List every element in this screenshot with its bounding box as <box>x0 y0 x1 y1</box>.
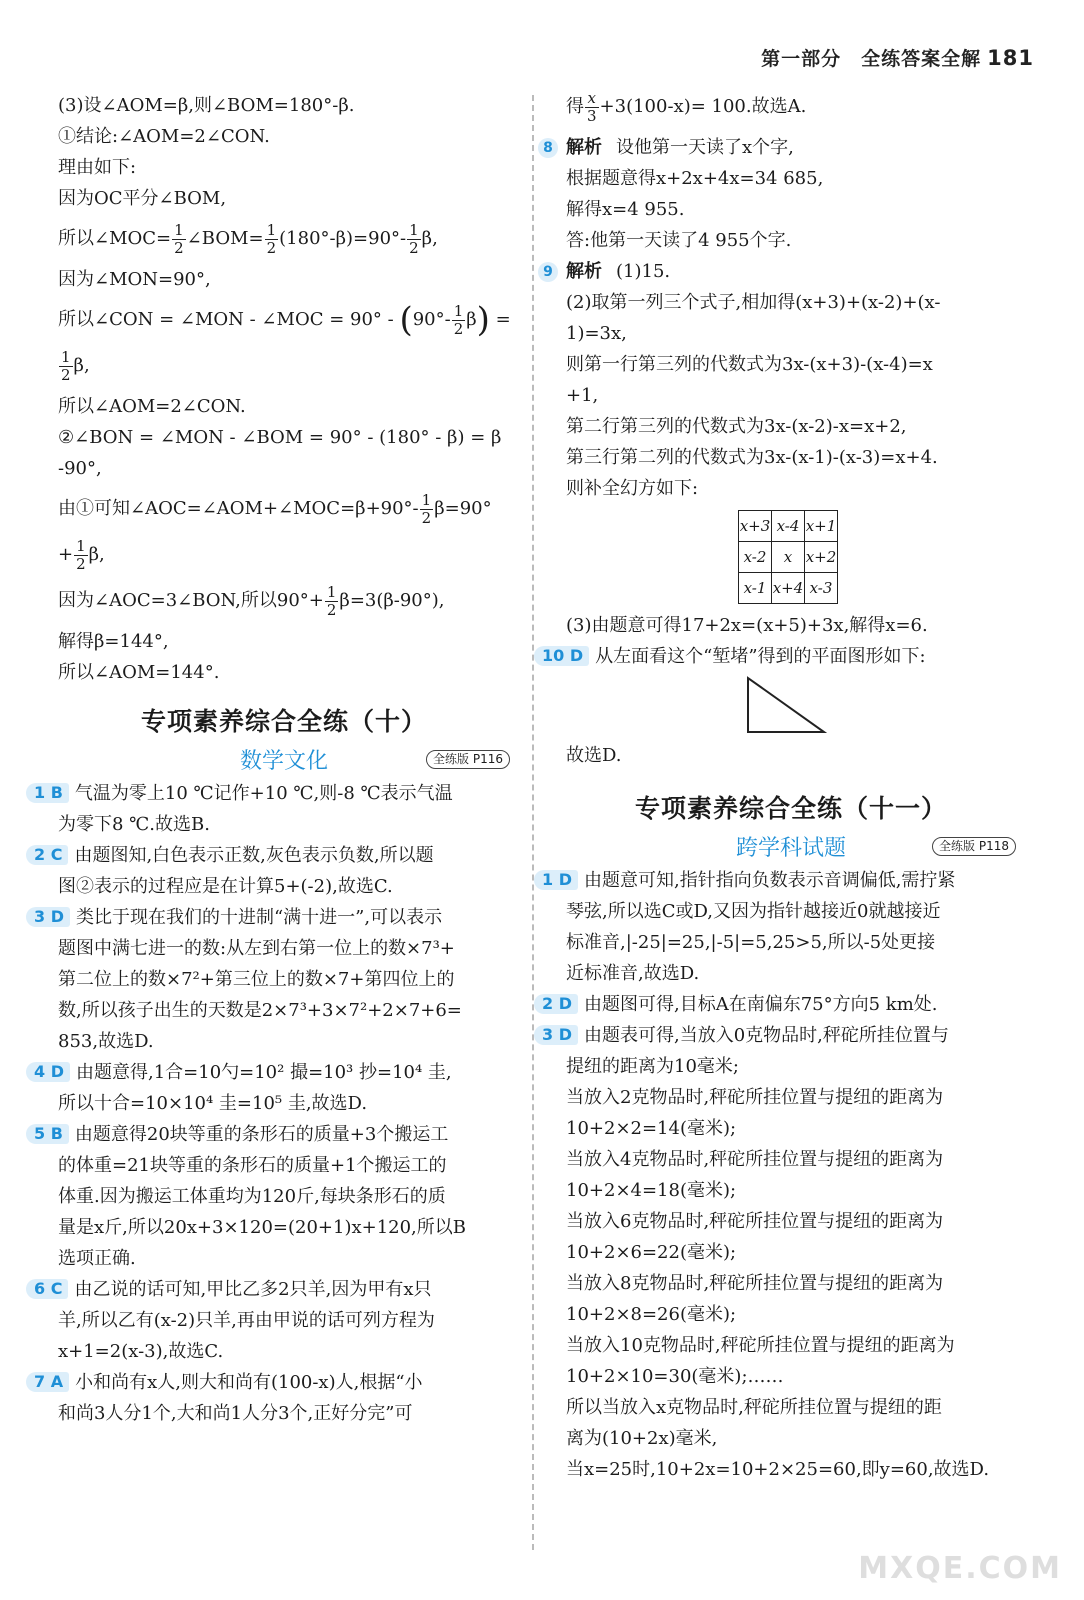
formula-line: 由①可知∠AOC=∠AOM+∠MOC=β+90°- $\frac{1}{2}$ β=90° <box>58 490 492 527</box>
answer-item-9: 9 解析 (1)15. (2)取第一列三个式子,相加得(x+3)+(x-2)+(x- 1)=3x, 则第一行第三列的代数式为3x-(x+3)-(x-4)=x +1, 第二行第三列的代数式为3x-(x-2)-x=x+2, 第三行第二列的代数式为3x-(x-1)-(x-3)=x+4. 则补全幻方如下: x+3 x-4 x+1 x-2 x x+2 x-1 x+4 x-3 (3)由题意可得17+2x=(x+5)+3x,解得x=6. <box>566 256 1016 641</box>
answer-text: 由题意可知,指针指向负数表示音调偏低,需拧紧 <box>583 870 956 891</box>
answer-text: 由题表可得,当放入0克物品时,秤砣所挂位置与 <box>583 1025 949 1046</box>
answer-item <box>34 1274 510 1367</box>
answer-badge: 4 D <box>26 1062 70 1082</box>
answer-text: 10+2×10=30(毫米);…… <box>566 1366 784 1387</box>
answer-badge: 2 C <box>26 845 68 865</box>
answer-text: 图②表示的过程应是在计算5+(-2),故选C. <box>58 876 393 897</box>
watermark: MXQE.COM <box>858 1551 1062 1586</box>
header-section: 第一部分 全练答案全解 <box>761 48 982 70</box>
fraction: $\frac{1}{2}$ <box>421 490 432 527</box>
answer-text: 当放入6克物品时,秤砣所挂位置与提纽的距离为 <box>566 1211 944 1232</box>
answer-badge: 1 D <box>534 870 578 890</box>
section-title: 专项素养综合全练（十一） <box>634 794 947 823</box>
fraction: $\frac{1}{2}$ <box>266 220 277 257</box>
magic-cell: x-4 <box>772 511 805 542</box>
fraction: $\frac{1}{2}$ <box>76 536 86 573</box>
answer-text: 当x=25时,10+2x=10+2×25=60,即y=60,故选D. <box>566 1459 990 1480</box>
formula-line: 所以∠MOC= $\frac{1}{2}$ ∠BOM= $\frac{1}{2}$ (180°-β)=90°- $\frac{1}{2}$ β, <box>58 220 438 257</box>
text-line: ①结论:∠AOM=2∠CON. <box>58 126 270 147</box>
answer-badge: 3 D <box>26 907 70 927</box>
magic-cell: x+3 <box>739 511 772 542</box>
answer-list <box>542 865 1016 1485</box>
answer-item <box>542 1020 1016 1485</box>
answer-text: 选项正确. <box>58 1248 136 1269</box>
subtitle: 跨学科试题 <box>735 836 846 861</box>
answer-text: 离为(10+2x)毫米, <box>566 1428 718 1449</box>
subtitle: 数学文化 <box>239 749 328 774</box>
answer-item <box>34 840 510 902</box>
fraction: $\frac{1}{2}$ <box>326 582 337 619</box>
subtitle-row <box>58 742 510 778</box>
answer-badge: 5 B <box>26 1124 69 1144</box>
edition-ref: 全练版 P118 <box>932 837 1016 856</box>
answer-text: 第二位上的数×7²+第三位上的数×7+第四位上的 <box>58 969 455 990</box>
answer-item <box>34 902 510 1057</box>
answer-item-8: 8 解析 设他第一天读了x个字, 根据题意得x+2x+4x=34 685, 解得x=4 955. 答:他第一天读了4 955个字. <box>566 132 1016 256</box>
text-line: (3)设∠AOM=β,则∠BOM=180°-β. <box>58 95 355 116</box>
answer-item <box>542 989 1016 1020</box>
section-title: 专项素养综合全练（十） <box>140 707 427 736</box>
fraction: $\frac{1}{2}$ <box>174 220 184 257</box>
answer-text: x+1=2(x-3),故选C. <box>58 1341 224 1362</box>
text-line: 因为∠MON=90°, <box>58 269 211 290</box>
fraction: $\frac{1}{2}$ <box>409 220 419 257</box>
text-line: -90°, <box>58 458 102 479</box>
answer-text: 类比于现在我们的十进制“满十进一”,可以表示 <box>75 907 443 928</box>
answer-text: 琴弦,所以选C或D,又因为指针越接近0就越接近 <box>566 901 941 922</box>
left-column <box>34 90 511 1429</box>
text-line: 解得β=144°, <box>58 631 169 652</box>
answer-text: 853,故选D. <box>58 1031 154 1052</box>
subtitle-row <box>566 829 1016 865</box>
answer-text: 所以十合=10×10⁴ 圭=10⁵ 圭,故选D. <box>58 1093 368 1114</box>
answer-text: 当放入4克物品时,秤砣所挂位置与提纽的距离为 <box>566 1149 944 1170</box>
answer-text: 由乙说的话可知,甲比乙多2只羊,因为甲有x只 <box>74 1279 432 1300</box>
page-header <box>761 44 1034 71</box>
text-line: 所以∠AOM=144°. <box>58 662 220 683</box>
answer-text: 和尚3人分1个,大和尚1人分3个,正好分完”可 <box>58 1403 413 1424</box>
answer-text: 小和尚有x人,则大和尚有(100-x)人,根据“小 <box>75 1372 423 1393</box>
magic-cell: x <box>772 542 805 573</box>
triangle-figure <box>746 676 828 736</box>
magic-square-table <box>738 510 838 604</box>
answer-text: 的体重=21块等重的条形石的质量+1个搬运工的 <box>58 1155 447 1176</box>
answer-text: 数,所以孩子出生的天数是2×7³+3×7²+2×7+6= <box>58 1000 462 1021</box>
formula-line: 因为∠AOC=3∠BON,所以90°+ $\frac{1}{2}$ β=3(β-90°), <box>58 582 445 619</box>
answer-text: 所以当放入x克物品时,秤砣所挂位置与提纽的距 <box>566 1397 942 1418</box>
text-line: 因为OC平分∠BOM, <box>58 188 227 209</box>
answer-item <box>542 865 1016 989</box>
magic-cell: x+1 <box>805 511 838 542</box>
question-number: 9 <box>538 262 558 282</box>
answer-badge: 6 C <box>26 1279 68 1299</box>
column-divider <box>532 95 534 1550</box>
answer-text: 由题意得,1合=10勺=10² 撮=10³ 抄=10⁴ 圭, <box>75 1062 452 1083</box>
answer-text: 10+2×8=26(毫米); <box>566 1304 737 1325</box>
answer-item <box>34 1057 510 1119</box>
answer-text: 由题图知,白色表示正数,灰色表示负数,所以题 <box>74 845 434 866</box>
formula-line: 所以∠CON = ∠MON - ∠MOC = 90° - (90°- $\frac{1}{2}$ β) = <box>58 300 511 340</box>
answer-text: 当放入10克物品时,秤砣所挂位置与提纽的距离为 <box>566 1335 955 1356</box>
magic-cell: x-3 <box>805 573 838 604</box>
fraction: $\frac{1}{2}$ <box>61 347 71 384</box>
answer-badge: 7 A <box>26 1372 69 1392</box>
answer-text: 体重.因为搬运工体重均为120斤,每块条形石的质 <box>58 1186 446 1207</box>
answer-list <box>34 778 510 1429</box>
answer-text: 题图中满七进一的数:从左到右第一位上的数×7³+ <box>58 938 455 959</box>
analysis-label: 解析 <box>566 261 602 282</box>
answer-text: 当放入8克物品时,秤砣所挂位置与提纽的距离为 <box>566 1273 944 1294</box>
text-line: 理由如下: <box>58 157 137 178</box>
answer-text: 10+2×4=18(毫米); <box>566 1180 737 1201</box>
answer-item-10: 10 D 从左面看这个“堑堵”得到的平面图形如下: 故选D. <box>566 641 1016 771</box>
answer-badge: 2 D <box>534 994 578 1014</box>
text-line: 所以∠AOM=2∠CON. <box>58 396 246 417</box>
text-line: ②∠BON = ∠MON - ∠BOM = 90° - (180° - β) = β <box>58 427 502 448</box>
answer-text: 羊,所以乙有(x-2)只羊,再由甲说的话可列方程为 <box>58 1310 435 1331</box>
answer-text: 提纽的距离为10毫米; <box>566 1056 739 1077</box>
answer-badge: 10 D <box>534 646 589 666</box>
answer-badge: 1 B <box>26 783 69 803</box>
formula-line: 得 $\frac{x}{3}$ +3(100-x)= 100.故选A. <box>566 88 807 125</box>
answer-badge: 3 D <box>534 1025 578 1045</box>
answer-item <box>34 778 510 840</box>
question-number: 8 <box>538 138 558 158</box>
answer-text: 量是x斤,所以20x+3×120=(20+1)x+120,所以B <box>58 1217 467 1238</box>
answer-text: 10+2×6=22(毫米); <box>566 1242 737 1263</box>
magic-cell: x-2 <box>739 542 772 573</box>
fraction: $\frac{1}{2}$ <box>453 301 464 338</box>
answer-text: 标准音,|-25|=25,|-5|=5,25>5,所以-5处更接 <box>566 932 936 953</box>
answer-text: 由题意得20块等重的条形石的质量+3个搬运工 <box>74 1124 449 1145</box>
answer-text: 近标准音,故选D. <box>566 963 700 984</box>
magic-cell: x+4 <box>772 573 805 604</box>
answer-item <box>34 1367 510 1429</box>
edition-ref: 全练版 P116 <box>426 750 510 769</box>
fraction: $\frac{x}{3}$ <box>587 88 597 125</box>
answer-text: 气温为零上10 ℃记作+10 ℃,则-8 ℃表示气温 <box>74 783 453 804</box>
formula-line: $\frac{1}{2}$ β, <box>61 347 90 384</box>
magic-cell: x-1 <box>739 573 772 604</box>
answer-item <box>34 1119 510 1274</box>
analysis-label: 解析 <box>566 137 602 158</box>
page-number: 181 <box>987 46 1034 70</box>
answer-text: 当放入2克物品时,秤砣所挂位置与提纽的距离为 <box>566 1087 944 1108</box>
right-column <box>542 88 1016 1485</box>
answer-text: 10+2×2=14(毫米); <box>566 1118 737 1139</box>
answer-text: 由题图可得,目标A在南偏东75°方向5 km处. <box>583 994 938 1015</box>
answer-text: 为零下8 ℃.故选B. <box>58 814 210 835</box>
formula-line: + $\frac{1}{2}$ β, <box>58 536 105 573</box>
magic-cell: x+2 <box>805 542 838 573</box>
